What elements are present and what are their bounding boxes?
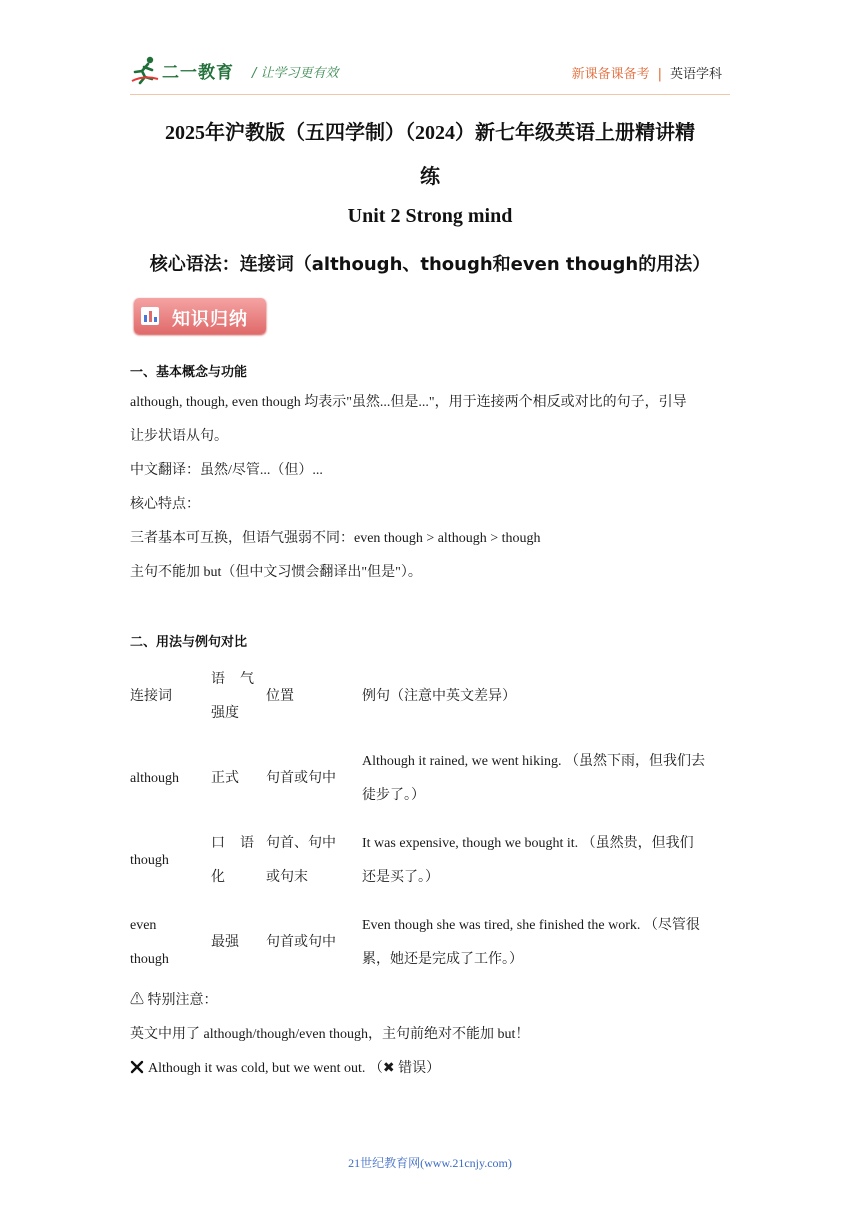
cell-tone [205, 827, 260, 895]
rule-line: 英文中用了 although/though/even though，主句前绝对不能加 but！ [130, 1027, 530, 1042]
runner-logo-icon [130, 55, 160, 85]
doc-title-line1: 2025年沪教版（五四学制）（2024）新七年级英语上册精讲精 [165, 122, 695, 144]
cell-tone: 正式 [211, 771, 239, 786]
features-label: 核心特点： [130, 497, 200, 512]
table-row [124, 827, 738, 895]
translation-line: 中文翻译：虽然/尽管...（但）... [130, 463, 323, 478]
cell-tone: 最强 [211, 935, 239, 950]
cell-word [124, 909, 205, 977]
tone-line2: 化 [211, 870, 225, 885]
row-spacer [124, 731, 738, 745]
header-cell-word: 连接词 [130, 689, 172, 704]
table-row [124, 909, 738, 977]
logo-text: 二一教育 [162, 62, 234, 83]
example-line2: 徒步了。） [362, 788, 425, 803]
example-line1: Although it rained, we went hiking. （虽然下雨，但我们去 [362, 754, 705, 769]
header-cell-example: 例句（注意中英文差异） [362, 689, 516, 704]
section1-heading: 一、基本概念与功能 [130, 365, 248, 380]
header-tone-line2: 强度 [211, 706, 239, 721]
header-tone-line1: 语 气 [211, 672, 254, 687]
row-spacer [124, 813, 738, 827]
warning-label: ⚠ 特别注意： [130, 993, 218, 1008]
position-line2: 或句末 [266, 870, 308, 885]
doc-title-line2: 练 [420, 166, 440, 188]
header-separator: | [657, 67, 662, 82]
header-subject [572, 63, 722, 82]
book-chart-icon [140, 306, 160, 326]
cell-position: 句首或句中 [266, 771, 336, 786]
cell-position [260, 827, 356, 895]
footer-link[interactable]: 21世纪教育网(www.21cnjy.com) [348, 1156, 512, 1170]
wrong-example-line [130, 1052, 734, 1086]
cell-example [356, 745, 738, 813]
header-cell-position: 位置 [266, 689, 294, 704]
grammar-title: 核心语法：连接词（although、though和even though的用法） [149, 254, 711, 275]
cell-example [356, 909, 738, 977]
knowledge-badge [134, 298, 266, 334]
comparison-table [124, 663, 738, 977]
example-line1: Even though she was tired, she finished the work. （尽管很 [362, 918, 700, 933]
table-row [124, 745, 738, 813]
section1-para-line2: 让步状语从句。 [130, 429, 228, 444]
word-line1: even [130, 918, 157, 933]
unit-title: Unit 2 Strong mind [347, 205, 513, 227]
cell-word: although [130, 771, 179, 786]
site-logo[interactable] [130, 55, 234, 85]
cell-example [356, 827, 738, 895]
header-divider [130, 94, 730, 95]
cell-position: 句首或句中 [266, 935, 336, 950]
word-line2: though [130, 952, 169, 967]
wrong-example-text: Although it was cold, but we went out. （✖ 错误） [148, 1061, 441, 1076]
badge-label: 知识归纳 [172, 309, 248, 330]
feature-2: 主句不能加 but（但中文习惯会翻译出"但是"）。 [130, 565, 422, 580]
cross-icon [130, 1060, 144, 1074]
example-line2: 累，她还是完成了工作。） [362, 952, 523, 967]
header-cell-tone [205, 663, 260, 731]
section2-heading: 二、用法与例句对比 [130, 635, 248, 650]
page-header [130, 55, 730, 91]
example-line1: It was expensive, though we bought it. （虽然贵，但我们 [362, 836, 694, 851]
section1-para-line1: although, though, even though 均表示"虽然...但是..."，用于连接两个相反或对比的句子，引导 [130, 395, 687, 410]
position-line1: 句首、句中 [266, 836, 336, 851]
header-tag-subject: 英语学科 [669, 67, 722, 82]
feature-1: 三者基本可互换，但语气强弱不同：even though > although > though [130, 531, 541, 546]
tone-line1: 口 语 [211, 836, 254, 851]
header-tag-prep: 新课备课备考 [571, 67, 650, 82]
slogan: / 让学习更有效 [252, 66, 339, 81]
table-header-row [124, 663, 738, 731]
cell-word: though [130, 853, 169, 868]
row-spacer [124, 895, 738, 909]
example-line2: 还是买了。） [362, 870, 439, 885]
